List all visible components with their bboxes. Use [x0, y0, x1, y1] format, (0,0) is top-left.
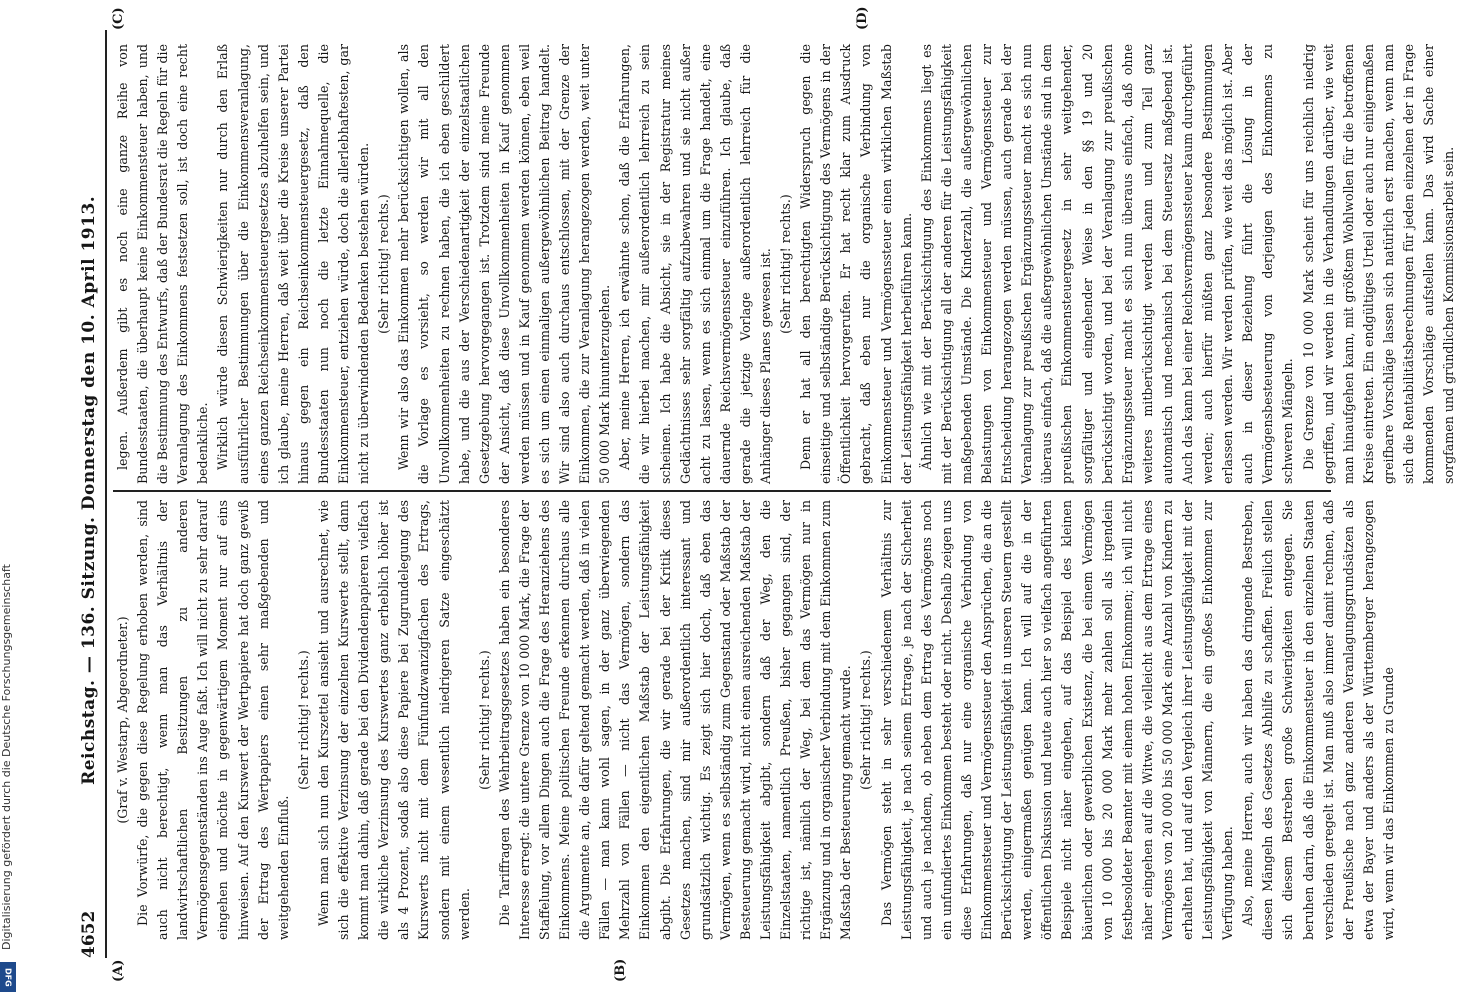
left-text-column	[113, 500, 1396, 940]
margin-marker-a: (A)	[111, 959, 126, 982]
page-header	[73, 30, 105, 958]
paragraph: Das Vermögen steht in sehr verschiedenem Verhältnis zur Leistungsfähigkeit, je nach seinem Ertrage, je nach der Sicherheit und auch je nachdem, ob neben dem Ertrag des Vermögens noch ein unfundiertes Einkommen besteht oder nicht. Deshalb zeigen uns diese Erfahrungen, daß nur eine organische Verbindung von Einkommensteuer und Vermögenssteuer den Ansprüchen, die an die Berücksichtigung der Leistungsfähigkeit in unseren Steuern gestellt werden, einigermaßen genügen kann. Ich will auf die in der öffentlichen Diskussion und heute auch hier so vielfach angeführten Beispiele nicht näher eingehen, auf das Beispiel des kleinen bäuerlichen oder gewerblichen Existenz, die bei einem Vermögen von 10 000 bis 20 000 Mark mehr zahlen soll als irgendein festbesoldeter Beamter mit einem hohen Einkommen; ich will nicht näher eingehen auf die Witwe, die vielleicht aus dem Ertrage eines Vermögens von 20 000 bis 50 000 Mark eine Anzahl von Kindern zu erhalten hat, und auf den Vergleich ihrer Leistungsfähigkeit mit der Leistungsfähigkeit von Männern, die ein großes Einkommen zur Verfügung haben.	[878, 500, 1236, 940]
page-number: 4652	[79, 910, 99, 958]
paragraph: Also, meine Herren, auch wir haben das dringende Bestreben, diesen Mängeln des Gesetzes Abhilfe zu schaffen. Freilich stellen sich diesem Bestreben große Schwierigkeiten entgegen. Sie beruhen darin, daß die Einkommensteuer in den einzelnen Staaten verschieden geregelt ist. Man muß also immer damit rechnen, daß der Preußische nach ganz anderen Veranlagungsgrundsätzen als etwa der Bayer und anders als der Württemberger herangezogen wird, wenn wir das Einkommen zu Grunde	[1240, 500, 1396, 940]
paragraph: Die Vorwürfe, die gegen diese Regelung erhoben werden, sind auch nicht berechtigt, wenn man das Verhältnis der landwirtschaftlichen Besitzungen zu anderen Vermögensgegenständen ins Auge faßt. Ich will nicht zu sehr darauf eingehen und möchte in gegenwärtigem Moment nur auf eins hinweisen. Auf den Kurswert der Wertpapiere hat doch ganz gewiß der Ertrag des Wertpapiers einen sehr maßgebenden und weitgehenden Einfluß.	[135, 500, 291, 940]
credit-text: Digitalisierung gefördert durch die Deutsche Forschungsgemeinschaft	[0, 564, 13, 950]
applause-note: (Sehr richtig! rechts.)	[295, 650, 311, 790]
paragraph: Ähnlich wie mit der Berücksichtigung des Einkommens liegt es mit der Berücksichtigung all der anderen für die Leistungsfähigkeit maßgebenden Umstände. Die Kinderzahl, die außergewöhnlichen Belastungen von Einkommensteuer und Vermögenssteuer zur Entscheidung herangezogen werden müssen, auch gerade bei der Veranlagung zur preußischen Ergänzungssteuer macht es sich nun überaus einfach, daß die außergewöhnlichen Umstände sind in dem preußischen Einkommensteuergesetz in sehr weitgehender, sorgfältiger und eingehender Weise in den §§ 19 und 20 berücksichtigt worden, und bei der Veranlagung zur preußischen Ergänzungssteuer macht es sich nun überaus einfach, daß ohne weiteres mitberücksichtigt werden kann und zum Teil ganz automatisch und mechanisch bei dem Steuersatz maßgebend ist. Auch das kann bei einer Reichsvermögenssteuer kaum durchgeführt werden; auch hierfür müßten ganz besondere Bestimmungen erlassen werden. Wir werden prüfen, wie weit das möglich ist. Aber auch in dieser Beziehung führt die Lösung in der Vermögensbesteuerung von derjenigen des Einkommens zu schweren Mängeln.	[918, 44, 1296, 484]
margin-marker-c: (C)	[111, 7, 126, 30]
speaker-note: (Graf v. Westarp, Abgeordneter.)	[115, 616, 130, 824]
right-text-column	[113, 44, 1457, 484]
paragraph: legen. Außerdem gibt es noch eine ganze Reihe von Bundesstaaten, die überhaupt keine Einkommensteuer haben, und die Bestimmung des Entwurfs, daß der Bundesrat die Regeln für die Veranlagung des Einkommens festsetzen soll, ist doch eine recht bedenkliche.	[115, 44, 211, 484]
applause-note: (Sehr richtig! rechts.)	[858, 650, 874, 790]
margin-marker-b: (B)	[613, 958, 628, 982]
paragraph: Wenn wir also das Einkommen mehr berücksichtigen wollen, als die Vorlage es vorsieht, so werden wir mit all den Unvollkommenheiten zu rechnen haben, die ich eben geschildert habe, und die aus der Verschiedenartigkeit der einzelstaatlichen Gesetzgebung hervorgegangen ist. Trotzdem sind meine Freunde der Ansicht, daß diese Unvollkommenheiten in Kauf genommen werden müssen und in Kauf genommen werden können, eben weil es sich um einen einmaligen außergewöhnlichen Beitrag handelt. Wir sind also auch durchaus entschlossen, mit der Grenze der Einkommen, die zur Veranlagung herangezogen werden, weit unter 50 000 Mark hinunterzugehen.	[396, 44, 613, 484]
page-title: Reichstag. — 136. Sitzung. Donnerstag den 10. April 1913.	[79, 195, 99, 785]
applause-note: (Sehr richtig! rechts.)	[476, 650, 492, 790]
paragraph: Denn er hat all den berechtigten Widerspruch gegen die einseitige und selbständige Berücksichtigung des Vermögens in der Öffentlichkeit hervorgerufen. Er hat recht klar zum Ausdruck gebracht, daß eben nur die organische Verbindung von Einkommensteuer und Vermögenssteuer einen wirklichen Maßstab der Leistungsfähigkeit herbeiführen kann.	[798, 44, 914, 484]
digitization-credit	[0, 20, 16, 1000]
column-divider	[113, 490, 1331, 492]
document-page	[65, 0, 1457, 1000]
margin-marker-d: (D)	[855, 6, 870, 30]
paragraph: Wenn man sich nun den Kurszettel ansieht und ausrechnet, wie sich die effektive Verzinsung der einzelnen Kurswerte stellt, dann kommt man dahin, daß gerade bei den Dividendenpapieren vielfach die wirkliche Verzinsung des Kurswertes ganz erheblich höher ist als 4 Prozent, sodaß also diese Papiere bei Zugrundelegung des Kurswerts nicht mit dem Fünfundzwanzigfachen des Ertrags, sondern mit einem wesentlich niedrigeren Satze eingeschätzt werden.	[315, 500, 472, 940]
applause-note: (Sehr richtig! rechts.)	[376, 194, 392, 334]
header-rule	[105, 30, 107, 958]
paragraph: Die Tariffragen des Wehrbeitragsgesetzes haben ein besonderes Interesse erregt: die untere Grenze von 10 000 Mark, die Frage der Staffelung, vor allem Dingen auch die Frage des Heranziehens des Einkommens. Meine politischen Freunde erkennen durchaus alle die Argumente an, die dafür geltend gemacht werden, daß in vielen Fällen — man kann wohl sagen, in der ganz überwiegenden Mehrzahl von Fällen — nicht das Vermögen, sondern das Einkommen den eigentlichen Maßstab der Leistungsfähigkeit abgibt. Die Erfahrungen, die wir gerade bei der Kritik dieses Gesetzes machen, sind mir außerordentlich interessant und grundsätzlich wichtig. Es zeigt sich hier doch, daß eben das Vermögen, wenn es selbständig zum Gegenstand oder Maßstab der Besteuerung gemacht wird, nicht einen ausreichenden Maßstab der Leistungsfähigkeit abgibt, sondern daß der Weg, den die Einzelstaaten, namentlich Preußen, bisher gegangen sind, der richtige ist, nämlich der Weg, bei dem das Vermögen nur in Ergänzung und in organischer Verbindung mit dem Einkommen zum Maßstab der Besteuerung gemacht wurde.	[496, 500, 854, 940]
paragraph: Aber, meine Herren, ich erwähnte schon, daß die Erfahrungen, die wir hierbei machen, mir außerordentlich lehrreich zu sein scheinen. Ich habe die Absicht, sie in der Registratur meines Gedächtnisses sehr sorgfältig aufzubewahren und sie nicht außer acht zu lassen, wenn es sich einmal um die Frage handelt, eine dauernde Reichsvermögenssteuer einzuführen. Ich glaube, daß gerade die jetzige Vorlage außerordentlich lehrreich für die Anhänger dieses Planes gewesen ist.	[617, 44, 773, 484]
applause-note: (Sehr richtig! rechts.)	[778, 194, 794, 334]
dfg-logo: DFG	[0, 962, 16, 992]
paragraph: Wirklich würde diesen Schwierigkeiten nur durch den Erlaß ausführlicher Bestimmungen über die Einkommensveranlagung, eines ganzen Reichseinkommensteuergesetzes abzuhelfen sein, und ich glaube, meine Herren, daß weit über die Kreise unserer Partei hinaus gegen ein Reichseinkommensteuergesetz, daß den Bundesstaaten nun noch die letzte Einnahmequelle, die Einkommensteuer, entziehen würde, doch die allerlebhaftesten, gar nicht zu überwindenden Bedenken bestehen würden.	[215, 44, 372, 484]
paragraph: Die Grenze von 10 000 Mark scheint für uns reichlich niedrig gegriffen, und wir werden in die Verhandlungen darüber, wie weit man hinaufgehen kann, mit größtem Wohlwollen für die betroffenen Kreise eintreten. Ein endgültiges Urteil oder auch nur einigermaßen greifbare Vorschläge lassen sich natürlich erst machen, wenn man sich die Rentabilitätsberechnungen für jeden einzelnen der in Frage kommenden Vorschläge aufstellen kann. Das wird Sache einer sorgfamen und gründlichen Kommissionsarbeit sein.	[1300, 44, 1457, 484]
